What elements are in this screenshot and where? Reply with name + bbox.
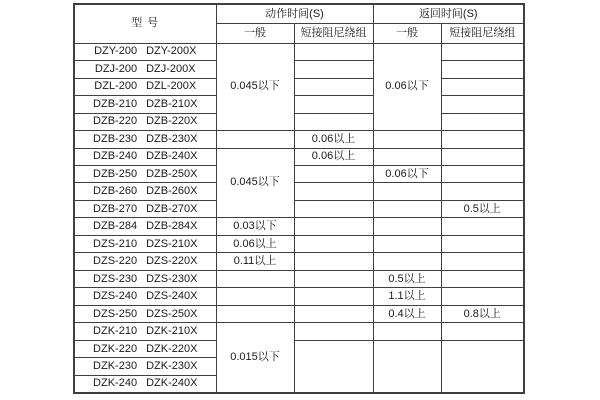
action-damping-cell (294, 270, 373, 287)
model-cell (74, 183, 216, 200)
action-damping-cell (294, 305, 373, 322)
return-damping-cell (441, 340, 524, 393)
table-row (74, 200, 524, 217)
table-row (74, 253, 524, 270)
table-row (74, 78, 524, 95)
model-name: DZB-250 (93, 167, 138, 180)
table-row (74, 113, 524, 130)
header-model: 型 号 (74, 4, 216, 43)
return-damping-cell: 0.5以上 (441, 200, 524, 217)
model-name-x: DZS-240X (146, 290, 198, 303)
table-row (74, 340, 524, 357)
table-row (74, 323, 524, 340)
model-cell (74, 235, 216, 252)
action-damping-cell (294, 78, 373, 95)
model-cell (74, 131, 216, 148)
action-damping-cell: 0.06以上 (294, 148, 373, 165)
return-damping-cell (441, 113, 524, 130)
model-name: DZS-210 (93, 237, 138, 250)
action-general-cell (216, 131, 294, 148)
model-cell (74, 148, 216, 165)
action-damping-cell (294, 288, 373, 305)
action-damping-cell: 0.06以上 (294, 131, 373, 148)
model-cell (74, 270, 216, 287)
return-damping-cell (441, 253, 524, 270)
return-damping-cell (441, 96, 524, 113)
return-general-cell (373, 253, 441, 270)
return-general-cell (373, 323, 441, 340)
action-general-cell: 0.045以下 (216, 43, 294, 130)
table-row (74, 165, 524, 182)
model-name: DZK-220 (93, 342, 138, 355)
return-damping-cell (441, 78, 524, 95)
model-cell (74, 43, 216, 60)
table-row (74, 148, 524, 165)
return-general-cell: 0.06以下 (373, 43, 441, 130)
table-row (74, 96, 524, 113)
return-damping-cell (441, 165, 524, 182)
action-damping-cell (294, 218, 373, 235)
return-damping-cell (441, 235, 524, 252)
table-row (74, 235, 524, 252)
model-cell (74, 323, 216, 340)
model-name: DZS-230 (93, 272, 138, 285)
model-name: DZY-200 (94, 45, 138, 58)
table-row (74, 305, 524, 322)
model-name-x: DZK-240X (146, 377, 198, 390)
table-row (74, 61, 524, 78)
action-damping-cell (294, 200, 373, 217)
model-name: DZS-250 (93, 307, 138, 320)
model-name: DZK-230 (93, 360, 138, 373)
return-general-cell: 1.1以上 (373, 288, 441, 305)
table-row (74, 183, 524, 200)
action-general-cell: 0.03以下 (216, 218, 294, 235)
model-cell (74, 96, 216, 113)
model-name: DZB-270 (93, 202, 138, 215)
return-general-cell (373, 218, 441, 235)
action-damping-cell (294, 323, 373, 340)
header-return-damping: 短接阻尼绕组 (441, 24, 524, 44)
return-general-cell: 0.4以上 (373, 305, 441, 322)
return-general-cell (373, 200, 441, 217)
return-general-cell (373, 235, 441, 252)
action-general-cell: 0.015以下 (216, 323, 294, 393)
action-damping-cell (294, 43, 373, 60)
model-name-x: DZB-260X (146, 185, 198, 198)
return-damping-cell (441, 270, 524, 287)
model-cell (74, 305, 216, 322)
action-general-cell (216, 305, 294, 322)
model-cell (74, 78, 216, 95)
model-name-x: DZB-284X (146, 220, 198, 233)
model-name: DZJ-200 (94, 62, 138, 75)
model-name: DZB-284 (93, 220, 138, 233)
model-name: DZK-240 (93, 377, 138, 390)
model-name: DZB-230 (93, 132, 138, 145)
action-damping-cell (294, 253, 373, 270)
action-general-cell (216, 288, 294, 305)
return-damping-cell (441, 61, 524, 78)
model-name-x: DZS-230X (146, 272, 198, 285)
model-name-x: DZS-210X (146, 237, 198, 250)
header-action-damping: 短接阻尼绕组 (294, 24, 373, 44)
action-general-cell (216, 270, 294, 287)
action-damping-cell (294, 235, 373, 252)
model-cell (74, 288, 216, 305)
model-cell (74, 61, 216, 78)
action-damping-cell (294, 96, 373, 113)
model-name: DZB-260 (93, 185, 138, 198)
return-damping-cell (441, 43, 524, 60)
return-damping-cell (441, 218, 524, 235)
model-name-x: DZK-220X (146, 342, 198, 355)
header-action-general: 一般 (216, 24, 294, 44)
model-name: DZS-220 (93, 255, 138, 268)
model-name: DZB-210 (93, 97, 138, 110)
table-row (74, 270, 524, 287)
return-general-cell (373, 148, 441, 165)
model-name: DZK-210 (93, 325, 138, 338)
action-general-cell: 0.06以上 (216, 235, 294, 252)
model-name-x: DZL-200X (146, 80, 197, 93)
header-row-1 (74, 4, 524, 24)
action-damping-cell (294, 340, 373, 393)
model-name-x: DZS-250X (146, 307, 198, 320)
model-name-x: DZS-220X (146, 255, 198, 268)
return-damping-cell (441, 288, 524, 305)
model-name-x: DZK-230X (146, 360, 198, 373)
model-cell (74, 253, 216, 270)
model-name-x: DZB-230X (146, 132, 198, 145)
action-damping-cell (294, 165, 373, 182)
return-damping-cell (441, 323, 524, 340)
action-general-cell: 0.11以上 (216, 253, 294, 270)
return-general-cell (373, 131, 441, 148)
return-general-cell: 0.5以上 (373, 270, 441, 287)
table-row (74, 218, 524, 235)
model-cell (74, 358, 216, 375)
model-cell (74, 200, 216, 217)
model-name: DZS-240 (93, 290, 138, 303)
model-name-x: DZB-220X (146, 115, 198, 128)
header-action-time: 动作时间(S) (216, 4, 373, 24)
action-damping-cell (294, 61, 373, 78)
return-damping-cell: 0.8以上 (441, 305, 524, 322)
model-name-x: DZB-270X (146, 202, 198, 215)
header-return-time: 返回时间(S) (373, 4, 524, 24)
model-name: DZB-240 (93, 150, 138, 163)
table-row (74, 131, 524, 148)
model-name: DZL-200 (94, 80, 138, 93)
return-general-cell: 0.06以下 (373, 165, 441, 182)
model-name-x: DZJ-200X (146, 62, 196, 75)
return-damping-cell (441, 183, 524, 200)
table-row (74, 288, 524, 305)
return-general-cell (373, 183, 441, 200)
model-name-x: DZB-210X (146, 97, 198, 110)
return-general-cell (373, 340, 441, 393)
model-name: DZB-220 (93, 115, 138, 128)
model-cell (74, 340, 216, 357)
model-cell (74, 218, 216, 235)
model-name-x: DZK-210X (146, 325, 198, 338)
action-damping-cell (294, 183, 373, 200)
relay-timing-table (73, 3, 525, 394)
model-name-x: DZB-240X (146, 150, 198, 163)
action-general-cell: 0.045以下 (216, 148, 294, 218)
model-cell (74, 375, 216, 393)
model-cell (74, 113, 216, 130)
return-damping-cell (441, 131, 524, 148)
return-damping-cell (441, 148, 524, 165)
action-damping-cell (294, 113, 373, 130)
header-return-general: 一般 (373, 24, 441, 44)
table-row (74, 43, 524, 60)
model-name-x: DZY-200X (146, 45, 197, 58)
model-cell (74, 165, 216, 182)
model-name-x: DZB-250X (146, 167, 198, 180)
